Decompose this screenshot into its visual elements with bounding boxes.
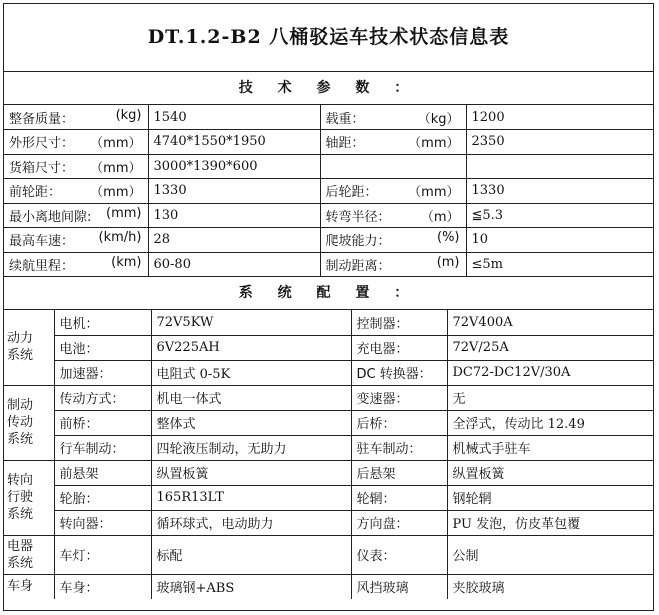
spec-label: 最高车速： (9, 234, 75, 250)
system-item-value: 纵置板簧 (447, 460, 653, 485)
spec-label-cell (320, 105, 466, 130)
system-item-value: 无 (447, 385, 653, 410)
spec-value (466, 154, 653, 179)
system-row (4, 335, 653, 360)
system-row (4, 435, 653, 460)
spec-unit: （m） (420, 209, 460, 225)
system-config-header: 系 统 配 置 ： (4, 277, 653, 310)
spec-unit: (m) (436, 254, 460, 270)
spec-unit: （mm） (408, 185, 460, 201)
system-item-label: 转向器： (54, 510, 151, 535)
spec-label-cell (4, 130, 148, 155)
spec-label-cell (4, 154, 148, 179)
system-item-value: 72V5KW (151, 310, 351, 335)
spec-value: 28 (148, 228, 320, 253)
system-item-label: 车身： (54, 574, 151, 599)
spec-label-cell (320, 179, 466, 204)
system-item-label: 驻车制动： (351, 435, 447, 460)
system-item-value: 四轮液压制动，无助力 (151, 435, 351, 460)
system-item-label: 传动方式： (54, 385, 151, 410)
tech-params-table (4, 105, 653, 277)
spec-unit: (mm) (106, 205, 142, 221)
system-row (4, 310, 653, 335)
system-row (4, 574, 653, 599)
spec-label-cell (4, 228, 148, 253)
system-item-label: 后桥： (351, 410, 447, 435)
spec-unit: (km/h) (98, 230, 142, 246)
spec-label-cell (320, 203, 466, 228)
spec-label: 外形尺寸： (9, 136, 75, 152)
system-item-label: 变速器： (351, 385, 447, 410)
spec-label: 后轮距： (325, 185, 378, 201)
system-item-label: DC 转换器： (351, 360, 447, 385)
system-row (4, 385, 653, 410)
system-item-label: 仪表： (351, 535, 447, 574)
spec-unit: （mm） (90, 136, 142, 152)
spec-value: 3000*1390*600 (148, 154, 320, 179)
spec-label: 转弯半径： (325, 209, 391, 225)
system-item-label: 前悬架 (54, 460, 151, 485)
spec-row (4, 252, 653, 277)
system-item-value: 机电一体式 (151, 385, 351, 410)
spec-label-cell (320, 252, 466, 277)
system-row (4, 360, 653, 385)
spec-label-cell (4, 203, 148, 228)
spec-row (4, 105, 653, 130)
spec-label-cell (320, 228, 466, 253)
spec-label: 整备质量： (9, 111, 75, 127)
system-item-value: 72V400A (447, 310, 653, 335)
spec-unit: (%) (437, 230, 460, 246)
spec-label-cell (4, 179, 148, 204)
system-group-label: 制动 传动 系统 (4, 385, 54, 460)
system-item-label: 加速器： (54, 360, 151, 385)
system-item-value: 整体式 (151, 410, 351, 435)
system-item-value: DC72-DC12V/30A (447, 360, 653, 385)
tech-params-header: 技 术 参 数 ： (4, 72, 653, 105)
system-item-label: 充电器： (351, 335, 447, 360)
spec-row (4, 179, 653, 204)
spec-label-cell (320, 154, 466, 179)
system-item-label: 轮辋： (351, 485, 447, 510)
spec-label-cell (4, 105, 148, 130)
spec-row (4, 154, 653, 179)
system-item-value: 机械式手驻车 (447, 435, 653, 460)
spec-label: 前轮距： (9, 185, 62, 201)
system-group-label: 车身 (4, 574, 54, 599)
system-group-label: 动力 系统 (4, 310, 54, 385)
system-item-value: 标配 (151, 535, 351, 574)
system-item-label: 控制器： (351, 310, 447, 335)
spec-unit: （kg） (417, 111, 460, 127)
spec-label: 货箱尺寸： (9, 160, 75, 176)
spec-unit: (km) (111, 254, 142, 270)
system-item-label: 前桥： (54, 410, 151, 435)
system-item-label: 行车制动： (54, 435, 151, 460)
system-item-value: 6V225AH (151, 335, 351, 360)
system-item-value: 玻璃钢+ABS (151, 574, 351, 599)
spec-value: 1200 (466, 105, 653, 130)
system-item-value: 165R13LT (151, 485, 351, 510)
system-item-label: 电机： (54, 310, 151, 335)
spec-value: ≦5.3 (466, 203, 653, 228)
system-item-label: 方向盘： (351, 510, 447, 535)
spec-row (4, 130, 653, 155)
system-group-label: 转向 行驶 系统 (4, 460, 54, 535)
system-row (4, 510, 653, 535)
system-item-value: PU 发泡，仿皮革包覆 (447, 510, 653, 535)
system-item-value: 纵置板簧 (151, 460, 351, 485)
spec-row (4, 228, 653, 253)
system-item-label: 车灯： (54, 535, 151, 574)
spec-label-cell (320, 130, 466, 155)
spec-label: 续航里程： (9, 258, 75, 274)
spec-value: 1330 (466, 179, 653, 204)
system-row (4, 485, 653, 510)
spec-label: 最小离地间隙: (9, 209, 92, 225)
system-item-label: 风挡玻璃 (351, 574, 447, 599)
spec-value: 10 (466, 228, 653, 253)
system-config-table (4, 310, 653, 599)
spec-label: 轴距： (325, 136, 365, 152)
system-item-value: 夹胶玻璃 (447, 574, 653, 599)
spec-row (4, 203, 653, 228)
page-title: DT.1.2-B2 八桶驳运车技术状态信息表 (4, 4, 653, 72)
system-row (4, 460, 653, 485)
system-row (4, 535, 653, 574)
system-item-label: 电池： (54, 335, 151, 360)
spec-unit: （mm） (90, 160, 142, 176)
system-group-label: 电器 系统 (4, 535, 54, 574)
spec-value: 130 (148, 203, 320, 228)
system-item-value: 循环球式，电动助力 (151, 510, 351, 535)
spec-value: 60-80 (148, 252, 320, 277)
system-item-value: 72V/25A (447, 335, 653, 360)
info-sheet (3, 3, 654, 611)
spec-value: 4740*1550*1950 (148, 130, 320, 155)
system-item-value: 公制 (447, 535, 653, 574)
system-item-value: 电阻式 0-5K (151, 360, 351, 385)
system-item-value: 钢轮辋 (447, 485, 653, 510)
spec-unit: （mm） (408, 136, 460, 152)
spec-label: 制动距离： (325, 258, 391, 274)
spec-label: 载重： (325, 111, 365, 127)
spec-unit: (kg) (115, 107, 142, 123)
spec-value: 2350 (466, 130, 653, 155)
system-row (4, 410, 653, 435)
spec-value: 1540 (148, 105, 320, 130)
spec-label: 爬坡能力： (325, 234, 391, 250)
spec-value: 1330 (148, 179, 320, 204)
spec-label-cell (4, 252, 148, 277)
system-item-value: 全浮式，传动比 12.49 (447, 410, 653, 435)
spec-unit: （mm） (90, 185, 142, 201)
system-item-label: 后悬架 (351, 460, 447, 485)
system-item-label: 轮胎： (54, 485, 151, 510)
spec-value: ≤5m (466, 252, 653, 277)
